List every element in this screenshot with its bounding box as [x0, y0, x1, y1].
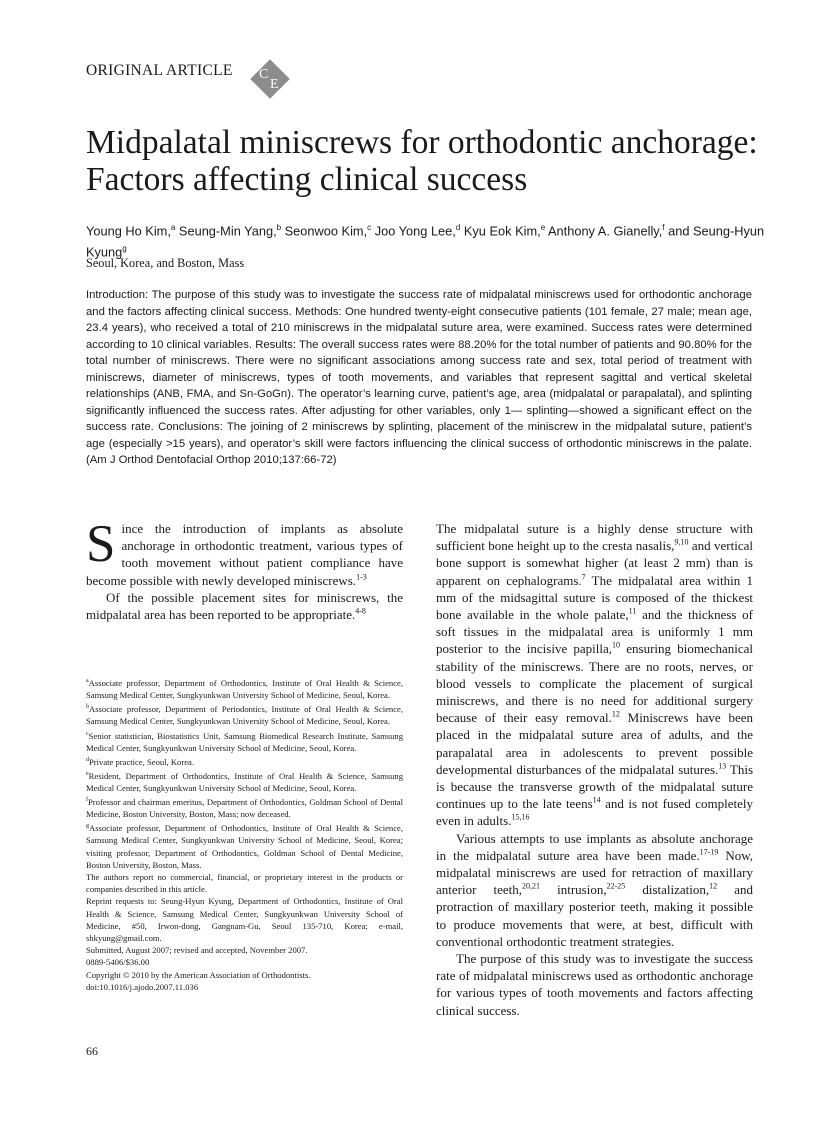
- citation: 9,10: [674, 537, 689, 547]
- author-name: Seonwoo Kim,: [284, 223, 368, 239]
- section-label: ORIGINAL ARTICLE: [86, 62, 233, 79]
- author-name: Seung-Min Yang,: [178, 223, 277, 239]
- footnote-mark: c: [86, 730, 89, 737]
- citation: 15,16: [511, 813, 530, 823]
- body-text: Miniscrews have been placed in the midpalatal suture area of adults, and the parapalatal area in adolescents to prevent possible developmental disturbances of the midpalatal sutures.: [436, 710, 753, 777]
- citation: 11: [628, 606, 637, 616]
- footnote: [86, 675, 403, 701]
- footnote-mark: a: [86, 678, 89, 684]
- left-column: [86, 515, 403, 623]
- footnote-mark: d: [86, 756, 89, 763]
- intro-paragraph-2: [86, 589, 403, 623]
- footnote-mark: e: [86, 770, 89, 777]
- footnote-text: The authors report no commercial, financial, or proprietary interest in the products or companies described in this article.: [86, 872, 403, 895]
- citation: 4-8: [355, 606, 366, 616]
- drop-cap: S: [86, 515, 116, 573]
- citation: 20,21: [522, 881, 541, 891]
- citation: 13: [718, 761, 727, 771]
- citation: 12: [611, 709, 620, 719]
- footnote-text: Copyright © 2010 by the American Association of Orthodontists.: [86, 969, 311, 980]
- citation: 7: [581, 572, 586, 582]
- citation: 17-19: [699, 847, 719, 857]
- page-number: 66: [86, 1044, 98, 1058]
- ce-badge-c: C: [259, 67, 269, 82]
- author-name: Kyu Eok Kim,: [463, 223, 541, 239]
- footnote-text: Associate professor, Department of Orthodontics, Institute of Oral Health & Science, Samsung Medical Center, Sungkyunkwan University School of Medicine, Seoul, Korea; visiting professor, Department of Orthodontics, Goldman School of Dental Medicine, Boston University, Boston, Mass.: [86, 823, 403, 870]
- author-affiliation-mark: f: [662, 223, 665, 232]
- footnote: [86, 768, 403, 794]
- author-affiliation-mark: g: [122, 244, 127, 254]
- author-name: and Seung-Hyun Kyung: [86, 223, 765, 260]
- body-paragraph-3: The purpose of this study was to investigate the success rate of midpalatal miniscrews used as orthodontic anchorage for various types of tooth movements and factors affecting clinical success.: [436, 951, 753, 1018]
- footnote: [86, 969, 403, 981]
- body-text: This is because the transverse growth of the midpalatal suture continues up to the late teens: [436, 761, 753, 812]
- footnote-text: doi:10.1016/j.ajodo.2007.11.036: [86, 981, 199, 992]
- footnote: [86, 956, 403, 968]
- footnote: [86, 701, 403, 727]
- intro-text-2: Of the possible placement sites for miniscrews, the midpalatal area has been reported to be appropriate.: [86, 589, 403, 623]
- body-text: The midpalatal suture is a highly dense structure with sufficient bone height up to the cresta nasalis,: [436, 521, 753, 554]
- citation: 10: [612, 641, 621, 651]
- affiliation: Seoul, Korea, and Boston, Mass: [86, 256, 245, 270]
- intro-text-1: ince the introduction of implants as absolute anchorage in orthodontic treatment, various types of tooth movement without patient compliance have become possible with newly developed miniscrews.: [86, 521, 403, 588]
- footnote-text: Reprint requests to: Seung-Hyun Kyung, Department of Orthodontics, Institute of Oral Health & Science, Samsung Medical Center, Sungkyunkwan University School of Medicine, #50, Irwon-dong, Gangnam-Gu, Seoul 135-710, Korea; e-mail, shkyung@gmail.com.: [86, 896, 403, 944]
- footnote: [86, 871, 403, 895]
- footnote-text: Associate professor, Department of Orthodontics, Institute of Oral Health & Science, Samsung Medical Center, Sungkyunkwan University School of Medicine, Seoul, Korea.: [86, 677, 403, 701]
- footnotes: [86, 675, 403, 993]
- body-text: The midpalatal area within 1 mm of the midsagittal suture is composed of the thickest bone available in the whole palate,: [436, 572, 753, 623]
- footnote-text: Resident, Department of Orthodontics, Institute of Oral Health & Science, Samsung Medical Center, Sungkyunkwan University School of Medicine, Seoul, Korea.: [86, 770, 403, 793]
- body-text: intrusion,: [540, 882, 607, 898]
- abstract: Introduction: The purpose of this study was to investigate the success rate of midpalatal miniscrews used for orthodontic anchorage and the factors affecting clinical success. Methods: One hundred twenty-eight consecutive patients (101 female, 27 male; mean age, 23.4 years), who received a total of 210 miniscrews in the midpalatal suture area, were examined. Success rates were determined according to 10 clinical variables. Results: The overall success rates were 88.20% for the total number of patients and 90.80% for the total number of miniscrews. There were no significant associations among success rate and sex, total period of treatment with miniscrews, diameter of miniscrews, types of tooth movements, and variables that represent sagittal and vertical skeletal relationships (ANB, FMA, and Sn-GoGn). The operator’s learning curve, patient’s age, area (midpalatal or parapalatal), and splinting significantly influenced the success rates. After adjusting for other variables, only 1— splinting—showed a significant effect on the success rate. Conclusions: The joining of 2 miniscrews by splinting, placement of the miniscrew in the midpalatal suture, patient’s age (especially >15 years), and operator’s skill were factors influencing the clinical success of orthodontic miniscrews in the palate. (Am J Orthod Dentofacial Orthop 2010;137:66-72): [86, 289, 752, 466]
- intro-paragraph-1: [86, 515, 403, 589]
- citation: 1-3: [356, 572, 367, 582]
- footnote-text: Private practice, Seoul, Korea.: [89, 756, 194, 767]
- footnote: [86, 794, 403, 820]
- author-affiliation-mark: a: [170, 223, 176, 232]
- footnote: [86, 820, 403, 871]
- ce-badge-icon: [249, 58, 291, 100]
- ce-badge-e: E: [270, 77, 279, 92]
- footnote-text: Associate professor, Department of Periodontics, Institute of Oral Health & Science, Samsung Medical Center, Sungkyunkwan University School of Medicine, Seoul, Korea.: [86, 704, 403, 727]
- body-text: and the thickness of soft tissues in the midpalatal area is uniformly 1 mm posterior to the incisive papilla,: [436, 607, 753, 657]
- citation: 22-25: [606, 881, 626, 891]
- footnote-text: Submitted, August 2007; revised and accepted, November 2007.: [86, 945, 308, 956]
- footnote-text: 0889-5406/$36.00: [86, 957, 150, 968]
- footnote-mark: f: [86, 797, 88, 804]
- footnote: [86, 944, 403, 956]
- footnote-mark: b: [86, 704, 89, 711]
- author-name: Joo Yong Lee,: [374, 223, 456, 239]
- author-affiliation-mark: d: [455, 223, 461, 232]
- body-paragraph-1: [436, 520, 753, 830]
- body-text: and protraction of maxillary posterior teeth, making it possible to produce movements that were, at best, difficult with conventional orthodontic treatment strategies.: [436, 882, 753, 949]
- body-text: ensuring biomechanical stability of the miniscrews. There are no roots, nerves, or blood vessels to complicate the placement of surgical miniscrews, and there is no need for additional surgery because of their easy removal.: [436, 641, 753, 726]
- citation: 12: [709, 881, 718, 891]
- author-affiliation-mark: c: [367, 223, 372, 232]
- body-paragraph-2: [436, 830, 753, 950]
- author-affiliation-mark: b: [276, 223, 282, 232]
- body-text: Now, midpalatal miniscrews are used for retraction of maxillary anterior teeth,: [436, 847, 753, 898]
- citation: 14: [592, 795, 601, 805]
- body-text: distalization,: [625, 882, 710, 898]
- footnote: [86, 754, 403, 768]
- author-name: Young Ho Kim,: [86, 223, 171, 239]
- footnote: [86, 981, 403, 993]
- footnote-text: Senior statistician, Biostatistics Unit, Samsung Biomedical Research Institute, Samsung Medical Center, Sungkyunkwan University School of Medicine, Seoul, Korea.: [86, 730, 403, 753]
- footnote-mark: g: [86, 823, 89, 830]
- right-column: [436, 520, 753, 1019]
- body-text: Various attempts to use implants as absolute anchorage in the midpalatal suture area have been made.: [436, 830, 753, 863]
- body-text: and vertical bone support is somewhat higher (at least 2 mm) than is apparent on cephalograms.: [436, 538, 754, 588]
- article-title: Midpalatal miniscrews for orthodontic anchorage: Factors affecting clinical success: [86, 124, 758, 198]
- author-name: Anthony A. Gianelly,: [548, 223, 663, 239]
- body-text: and is not fused completely even in adults.: [436, 796, 754, 829]
- footnote: [86, 895, 403, 944]
- footnote-text: Professor and chairman emeritus, Department of Orthodontics, Goldman School of Dental Medicine, Boston University, Boston, Mass; now deceased.: [86, 796, 403, 820]
- footnote: [86, 728, 403, 754]
- author-affiliation-mark: e: [540, 223, 546, 232]
